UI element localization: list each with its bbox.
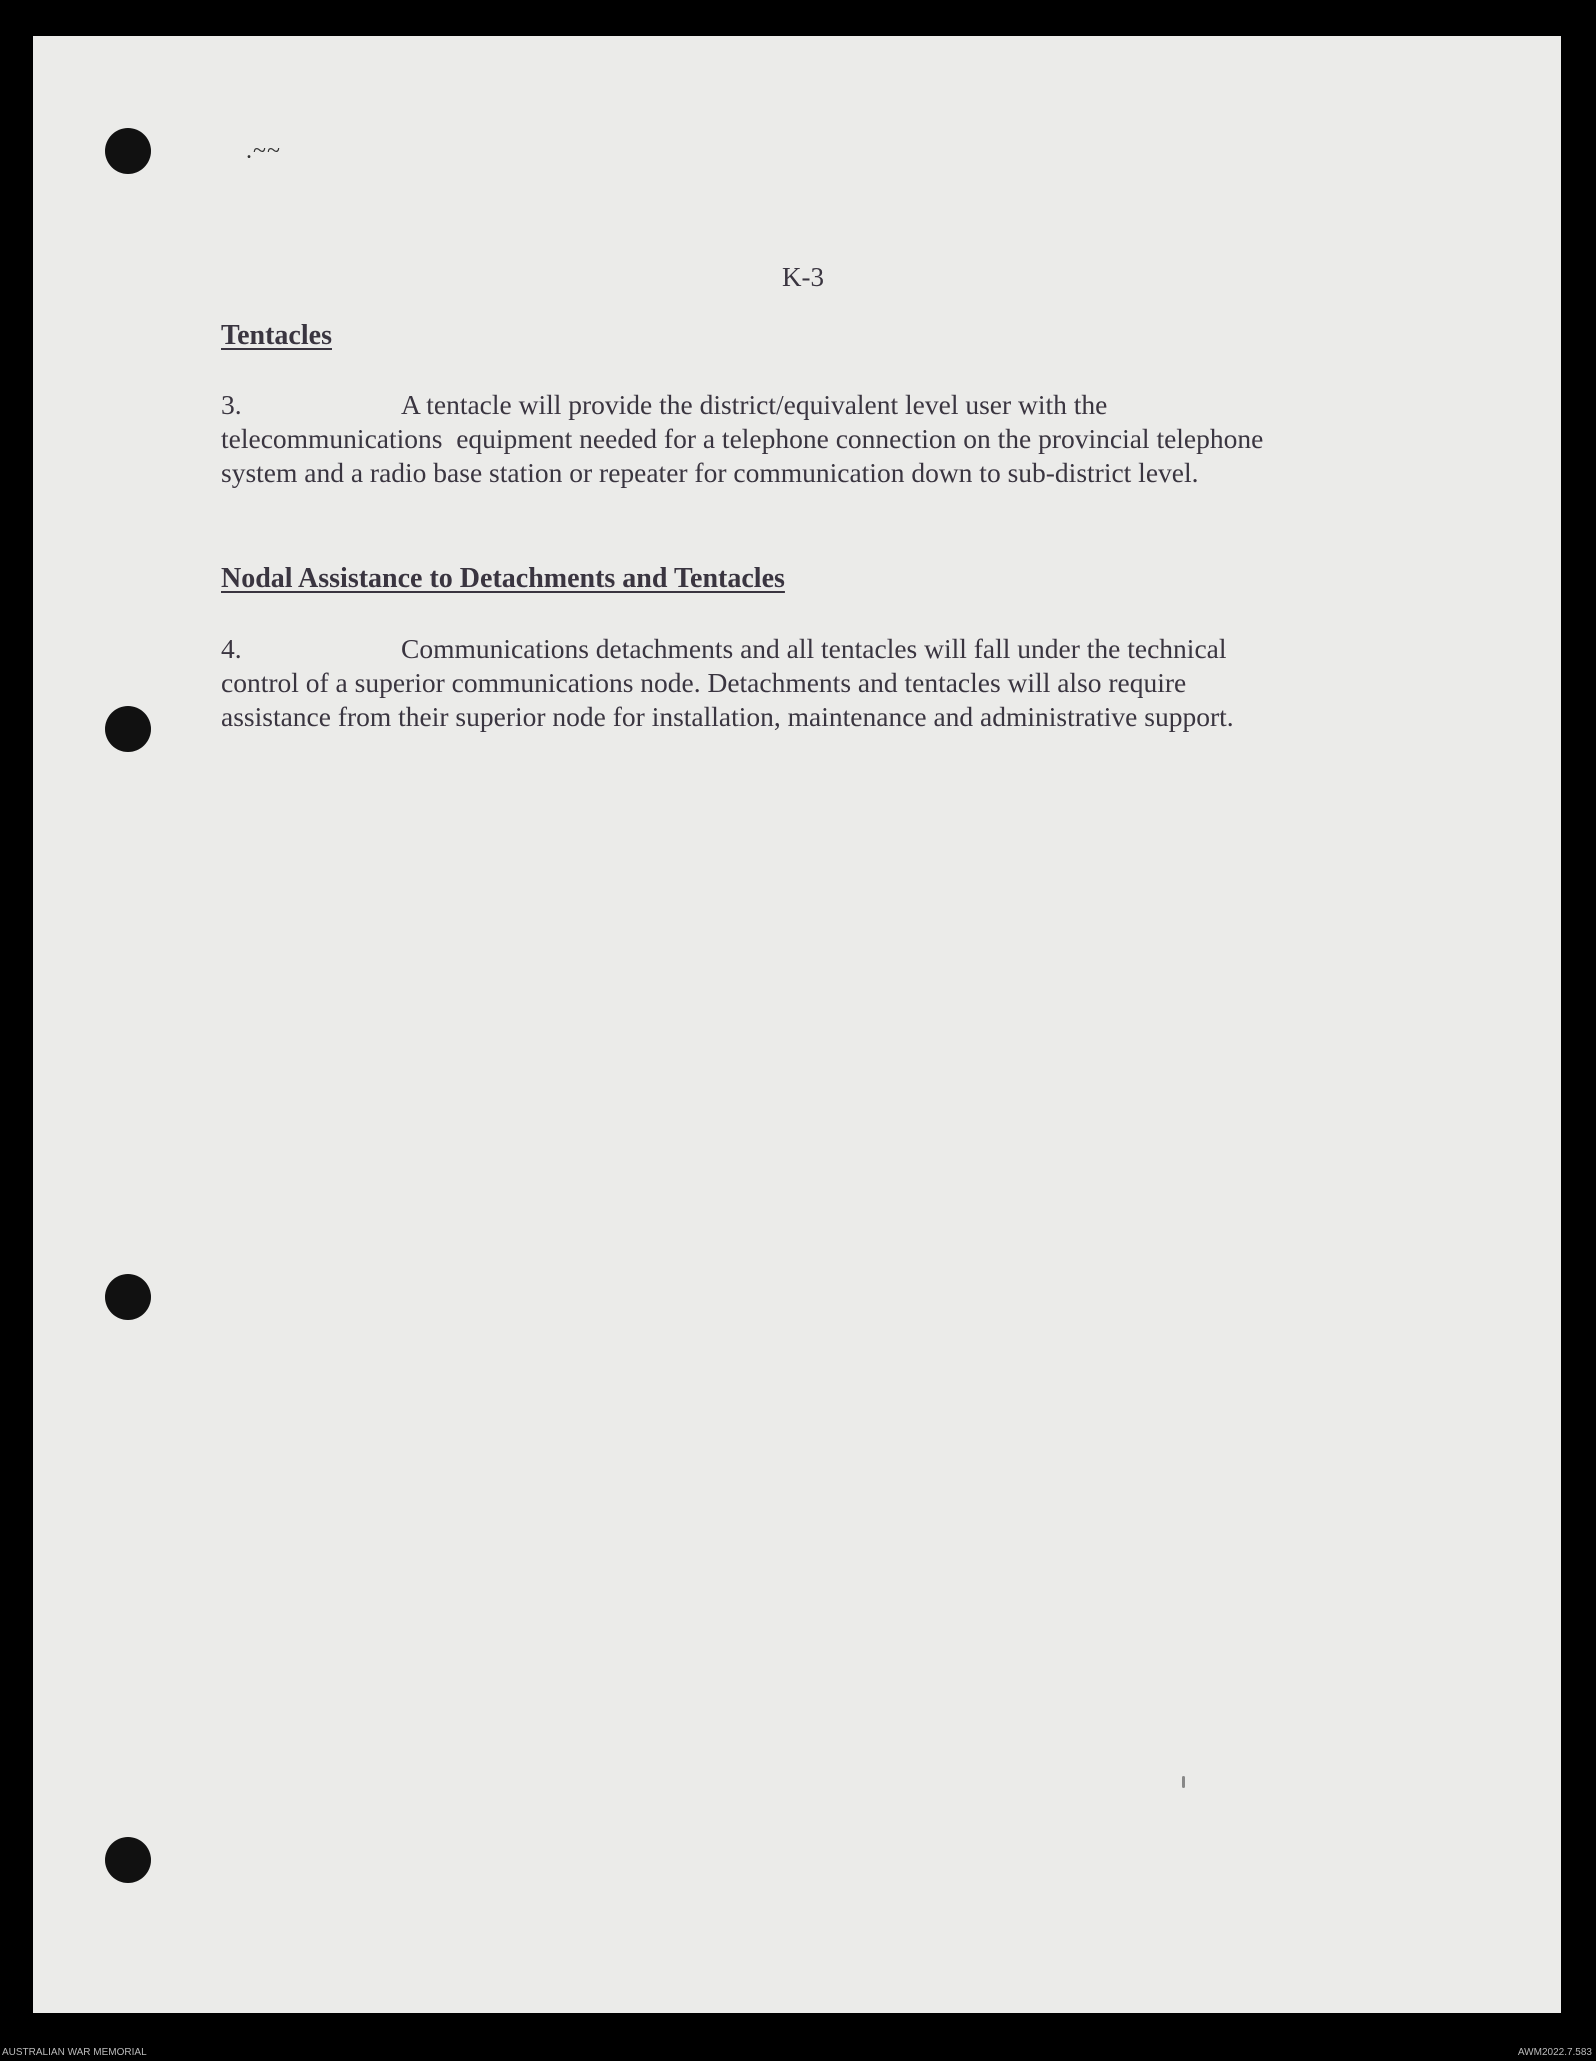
paragraph-line xyxy=(221,388,1401,422)
paragraph-line xyxy=(221,632,1401,666)
paragraph-number: 4. xyxy=(221,633,242,664)
paragraph-text: A tentacle will provide the district/equivalent level user with the xyxy=(401,389,1108,420)
paragraph-3 xyxy=(221,388,1401,490)
paragraph-line: assistance from their superior node for installation, maintenance and administrative support. xyxy=(221,701,1234,732)
paragraph-line: control of a superior communications node. Detachments and tentacles will also require xyxy=(221,667,1187,698)
punch-hole-2 xyxy=(105,706,151,752)
paper-speck xyxy=(1182,1776,1185,1788)
paragraph-text: Communications detachments and all tentacles will fall under the technical xyxy=(401,633,1227,664)
section-heading-tentacles: Tentacles xyxy=(221,320,332,351)
paragraph-4 xyxy=(221,632,1401,734)
paragraph-number: 3. xyxy=(221,389,242,420)
corner-mark: .~~ xyxy=(246,138,281,164)
punch-hole-4 xyxy=(105,1837,151,1883)
paragraph-line: system and a radio base station or repeater for communication down to sub-district level. xyxy=(221,457,1199,488)
page-number: K-3 xyxy=(782,262,824,292)
punch-hole-1 xyxy=(105,128,151,174)
footer-accession-number: AWM2022.7.583 xyxy=(1517,2047,1592,2058)
paragraph-line: telecommunications equipment needed for a telephone connection on the provincial telephone xyxy=(221,423,1264,454)
footer-institution: AUSTRALIAN WAR MEMORIAL xyxy=(2,2047,147,2058)
section-heading-nodal-assistance: Nodal Assistance to Detachments and Tentacles xyxy=(221,563,785,594)
punch-hole-3 xyxy=(105,1274,151,1320)
